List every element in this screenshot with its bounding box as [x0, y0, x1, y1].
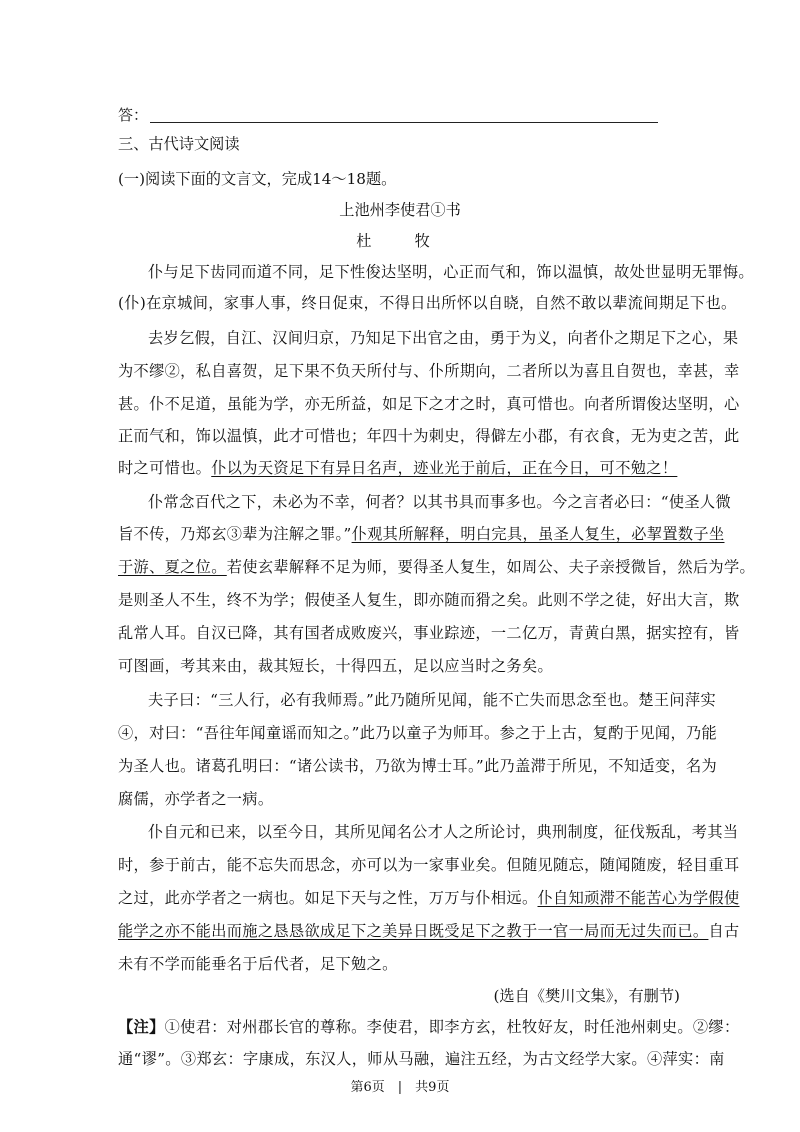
underlined-sentence: 仆自知顽滞不能苦心为学假使 — [537, 889, 740, 907]
text-line: 时，参于前古，能不忘失而思念，亦可以为一家事业矣。但随见随忘，随闻随废，轻目重耳 — [118, 856, 740, 874]
notes-line: 【注】①使君：对州郡长官的尊称。李使君，即李方玄，杜牧好友，时任池州刺史。②缪： — [118, 1018, 740, 1036]
text-line: 仆自元和已来，以至今日，其所见闻名公才人之所论讨，典刑制度，征伐叛乱，考其当 — [148, 823, 739, 841]
text-line: 仆与足下齿同而道不同，足下性俊达坚明，心正而气和，饰以温慎，故处世显明无罪悔。 — [148, 263, 754, 281]
text-line: ④，对曰：“吾往年闻童谣而知之。”此乃以童子为师耳。参之于上古，复酌于见闻，乃能 — [118, 724, 718, 742]
text-line: 为不缪②，私自喜贺，足下果不负天所付与、仆所期向，二者所以为喜且自贺也，幸甚，幸 — [118, 362, 740, 380]
underlined-sentence: 于游、夏之位。 — [118, 558, 227, 576]
text-line: 之过，此亦学者之一病也。如足下天与之性，万万与仆相远。仆自知顽滞不能苦心为学假使 — [118, 889, 740, 907]
text-line: 仆常念百代之下，未必为不幸，何者？以其书具而事多也。今之言者必曰：“使圣人微 — [148, 493, 732, 511]
text-line: 腐儒，亦学者之一病。 — [118, 790, 274, 808]
essay-author: 杜 牧 — [356, 232, 444, 250]
text-line: 能学之亦不能出而施之恳恳欲成足下之美异日既受足下之教于一官一局而无过失而已。自古 — [118, 922, 740, 940]
answer-blank-line[interactable] — [150, 122, 658, 123]
page-footer: 第6页 | 共9页 — [350, 1080, 450, 1095]
question-intro: (一)阅读下面的文言文，完成14～18题。 — [118, 170, 397, 188]
text-line: 为圣人也。诸葛孔明曰：“诸公读书，乃欲为博士耳。”此乃盖滞于所见，不知适变，名为 — [118, 757, 718, 775]
essay-title: 上池州李使君①书 — [339, 201, 461, 219]
text-line: 旨不传，乃郑玄③辈为注解之罪。”仆观其所解释，明白完具，虽圣人复生，必挈置数子坐 — [118, 525, 725, 543]
text-line: 乱常人耳。自汉已降，其有国者成败废兴，事业踪迹，一二亿万，青黄白黑，据实控有，皆 — [118, 624, 740, 642]
source-citation: (选自《樊川文集》，有删节) — [493, 987, 680, 1005]
text-line: 是则圣人不生，终不为学；假使圣人复生，即亦随而猾之矣。此则不学之徒，好出大言，欺 — [118, 591, 740, 609]
text-line: 未有不学而能垂名于后代者，足下勉之。 — [118, 955, 398, 973]
answer-label: 答： — [118, 106, 149, 124]
section-title: 三、古代诗文阅读 — [118, 135, 240, 153]
notes-line: 通“谬”。③郑玄：字康成，东汉人，师从马融，遍注五经，为古文经学大家。④萍实：南 — [118, 1050, 725, 1068]
text-line: 可图画，考其来由，裁其短长，十得四五，足以应当时之务矣。 — [118, 657, 554, 675]
underlined-sentence: 仆观其所解释，明白完具，虽圣人复生，必挈置数子坐 — [351, 525, 725, 543]
text-line: 于游、夏之位。若使玄辈解释不足为师，要得圣人复生，如周公、夫子亲授微旨，然后为学。 — [118, 558, 756, 576]
text-line: 夫子曰：“三人行，必有我师焉。”此乃随所见闻，能不亡失而思念至也。楚王问萍实 — [148, 691, 716, 709]
text-line: 甚。仆不足道，虽能为学，亦无所益，如足下之才之时，真可惜也。向者所谓俊达坚明，心 — [118, 395, 740, 413]
underlined-sentence: 仆以为天资足下有异日名声，迹业光于前后，正在今日，可不勉之！ — [211, 459, 678, 477]
text-line: 时之可惜也。仆以为天资足下有异日名声，迹业光于前后，正在今日，可不勉之！ — [118, 459, 678, 477]
notes-tag: 【注】 — [118, 1018, 165, 1036]
text-line: 正而气和，饰以温慎，此才可惜也；年四十为刺史，得僻左小郡，有衣食，无为吏之苦，此 — [118, 427, 740, 445]
underlined-sentence: 能学之亦不能出而施之恳恳欲成足下之美异日既受足下之教于一官一局而无过失而已。 — [118, 922, 709, 940]
text-line: (仆)在京城间，家事人事，终日促束，不得日出所怀以自晓，自然不敢以辈流间期足下也。 — [118, 294, 737, 312]
answer-row — [118, 103, 658, 127]
text-line: 去岁乞假，自江、汉间归京，乃知足下出官之由，勇于为义，向者仆之期足下之心，果 — [148, 329, 739, 347]
